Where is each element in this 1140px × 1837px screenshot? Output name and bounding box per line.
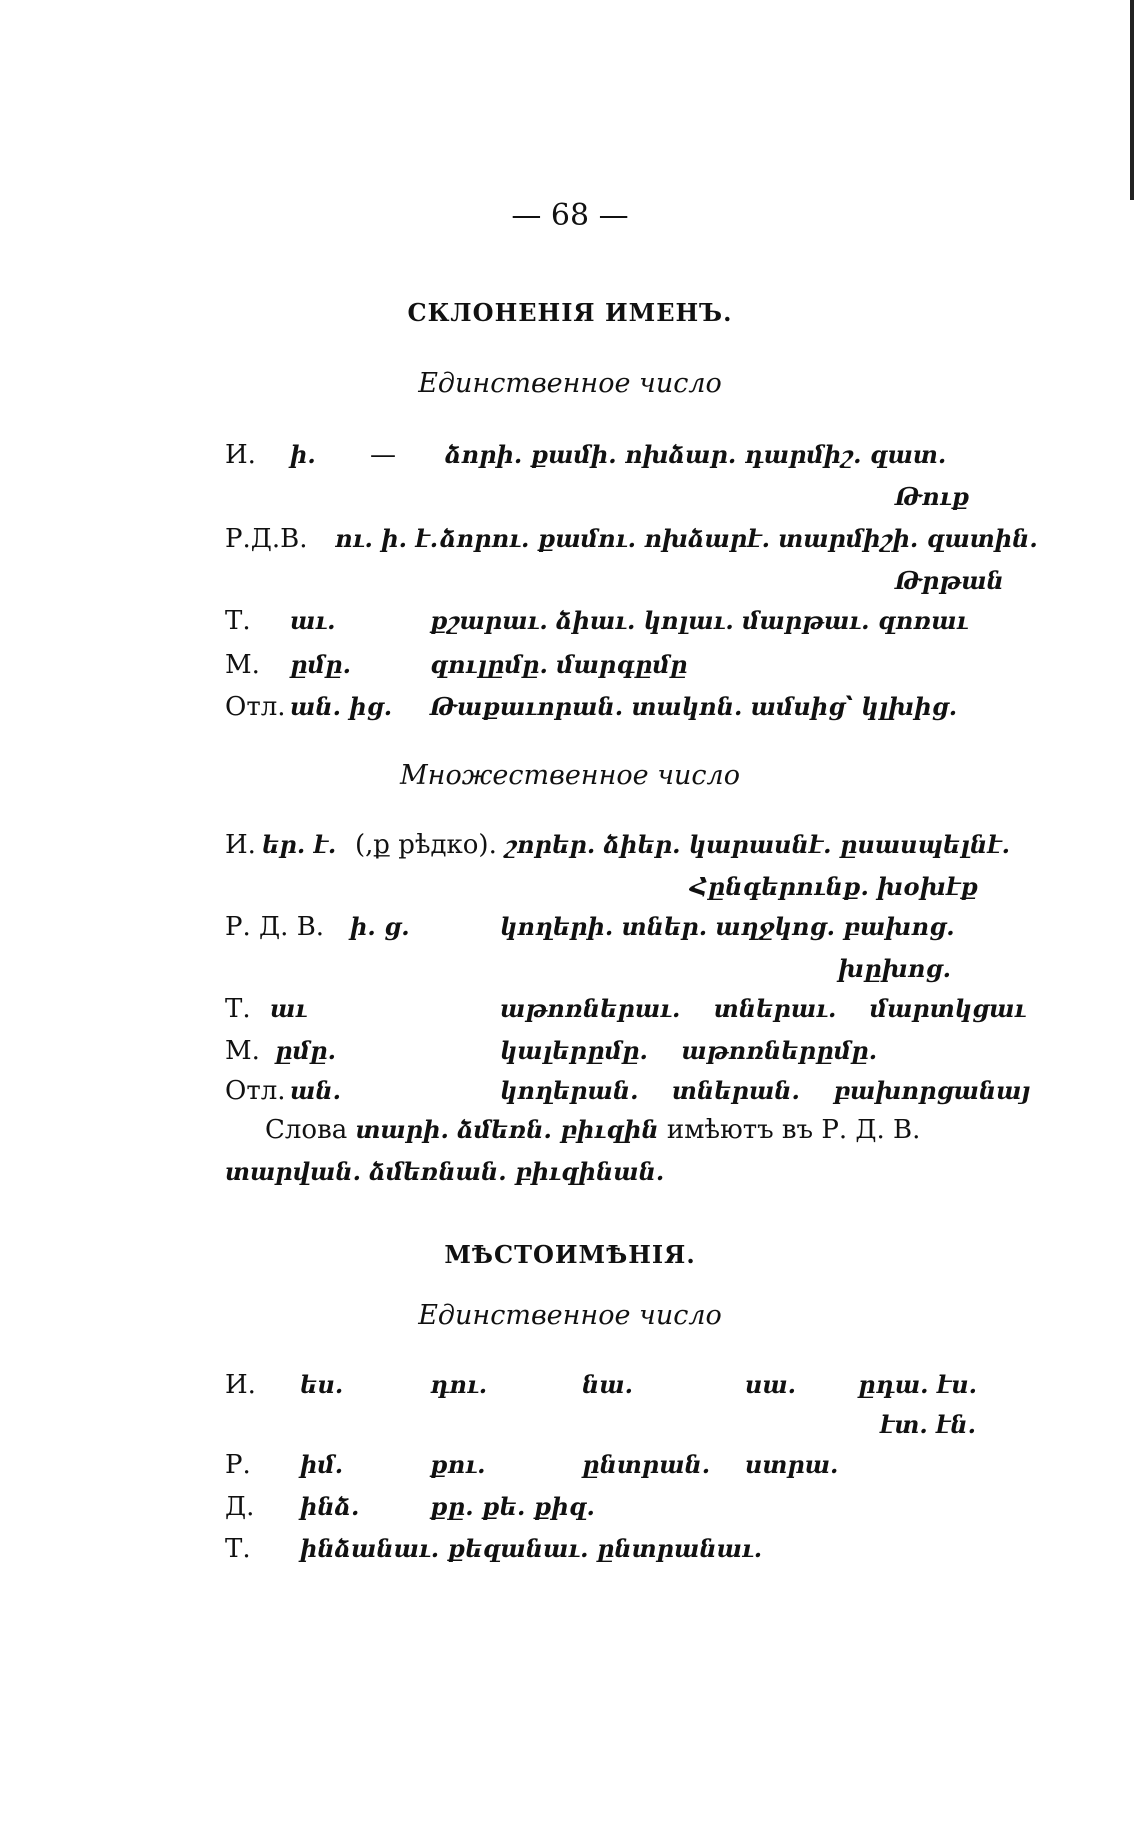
pronoun-form: իմ. <box>300 1450 344 1479</box>
case-ending: ան. <box>290 1076 341 1105</box>
pronoun-form: դու. <box>430 1370 488 1399</box>
pronoun-form-continued: էտ. էն. <box>880 1410 977 1439</box>
pronoun-form: ինձանաւ. քեզանաւ. ընտրանաւ. <box>300 1534 763 1563</box>
example-words: ձորու. քամու. ոխձարէ. տարմիշի. զատին. <box>440 524 1038 553</box>
example-words-continued: Հընգերունք. խօխէք <box>690 872 978 901</box>
case-label: М. <box>225 1036 260 1066</box>
noun-plural-row <box>0 912 1140 952</box>
case-ending: ըմը. <box>290 650 351 679</box>
pronoun-form: ընտրան. <box>582 1450 711 1479</box>
section-title-pronouns: МѢСТОИМѢНІЯ. <box>444 1240 696 1269</box>
usage-note: (,ք рѣдко). <box>355 830 497 860</box>
dash: — <box>370 440 396 470</box>
case-ending: ու. ի. է. <box>335 524 439 553</box>
page-edge-shadow <box>1130 0 1134 200</box>
exception-note <box>265 1110 1005 1150</box>
case-label: Р. <box>225 1450 251 1480</box>
case-ending: եր. է. <box>262 830 337 859</box>
case-label: И. <box>225 830 256 860</box>
pronoun-form: սա. <box>745 1370 797 1399</box>
example-words: շորեր. ձիեր. կարասնէ. ըսասպելնէ. <box>505 830 1010 859</box>
section-title-nouns: СКЛОНЕНІЯ ИМЕНЪ. <box>407 298 733 327</box>
exception-note-continued <box>225 1152 1005 1192</box>
subtitle-singular: Единственное число <box>418 1300 722 1331</box>
case-label: Д. <box>225 1492 255 1522</box>
case-label: Т. <box>225 606 251 636</box>
pronoun-row <box>0 1370 1140 1410</box>
example-words: կալերըմը. աթոռներըմը. <box>500 1036 878 1065</box>
case-ending: աւ. <box>290 606 336 635</box>
noun-singular-row <box>0 524 1140 564</box>
pronoun-form: նա. <box>582 1370 633 1399</box>
case-label: И. <box>225 1370 256 1400</box>
example-words: աթոռներաւ. տներաւ. մարտկցաւ <box>500 994 1027 1023</box>
case-ending: աւ <box>270 994 308 1023</box>
example-words: Թաքաւորան. տակոն. ամսից՝ կլխից. <box>430 692 958 721</box>
noun-singular-row <box>0 440 1140 480</box>
example-words: ձորի. քամի. ոխձար. դարմիշ. զատ. <box>445 440 947 469</box>
example-words-continued: խըխոց. <box>838 954 951 983</box>
pronoun-form: ես. <box>300 1370 344 1399</box>
case-ending: ան. ից. <box>290 692 393 721</box>
noun-singular-row <box>0 606 1140 646</box>
page-number: — 68 — <box>511 198 629 233</box>
case-label: Отл. <box>225 1076 286 1106</box>
noun-singular-row <box>0 692 1140 732</box>
note-text: имѣютъ въ Р. Д. В. <box>666 1115 921 1145</box>
example-words-continued: Թրթան <box>895 566 1004 595</box>
noun-singular-row <box>0 650 1140 690</box>
noun-plural-row <box>0 1036 1140 1076</box>
pronoun-form: ըդա. էս. <box>858 1370 977 1399</box>
noun-plural-row <box>0 994 1140 1034</box>
case-ending: ի. <box>290 440 316 469</box>
case-label: Т. <box>225 1534 251 1564</box>
case-label: М. <box>225 650 260 680</box>
note-text: Слова <box>265 1115 348 1145</box>
example-words-continued: Թուք <box>895 482 970 511</box>
noun-plural-row <box>0 830 1140 870</box>
pronoun-form: ստրա. <box>745 1450 839 1479</box>
subtitle-singular: Единственное число <box>418 368 722 399</box>
case-label: И. <box>225 440 256 470</box>
case-label: Отл. <box>225 692 286 722</box>
case-label: Р.Д.В. <box>225 524 308 554</box>
example-words: զուլըմը. մարգըմը <box>430 650 688 679</box>
pronoun-row <box>0 1492 1140 1532</box>
pronoun-row <box>0 1450 1140 1490</box>
note-armenian-words: տարի. ձմեռն. բիւզին <box>355 1115 659 1144</box>
case-ending: ի. ց. <box>350 912 410 941</box>
pronoun-form: քու. <box>430 1450 486 1479</box>
example-words: քշարաւ. ձիաւ. կոլաւ. մարթաւ. զոռաւ <box>430 606 969 635</box>
example-words: կողերի. տներ. աղջկոց. բախոց. <box>500 912 955 941</box>
case-label: Р. Д. В. <box>225 912 325 942</box>
example-words: կողերան. տներան. բախորցանայ <box>500 1076 1031 1105</box>
case-label: Т. <box>225 994 251 1024</box>
pronoun-row <box>0 1534 1140 1574</box>
note-armenian-words: տարվան. ձմեռնան. բիւզինան. <box>225 1157 665 1186</box>
subtitle-plural: Множественное число <box>400 760 740 791</box>
case-ending: ըմը. <box>275 1036 336 1065</box>
pronoun-form: քը. քե. քիզ. <box>430 1492 595 1521</box>
pronoun-form: ինձ. <box>300 1492 360 1521</box>
